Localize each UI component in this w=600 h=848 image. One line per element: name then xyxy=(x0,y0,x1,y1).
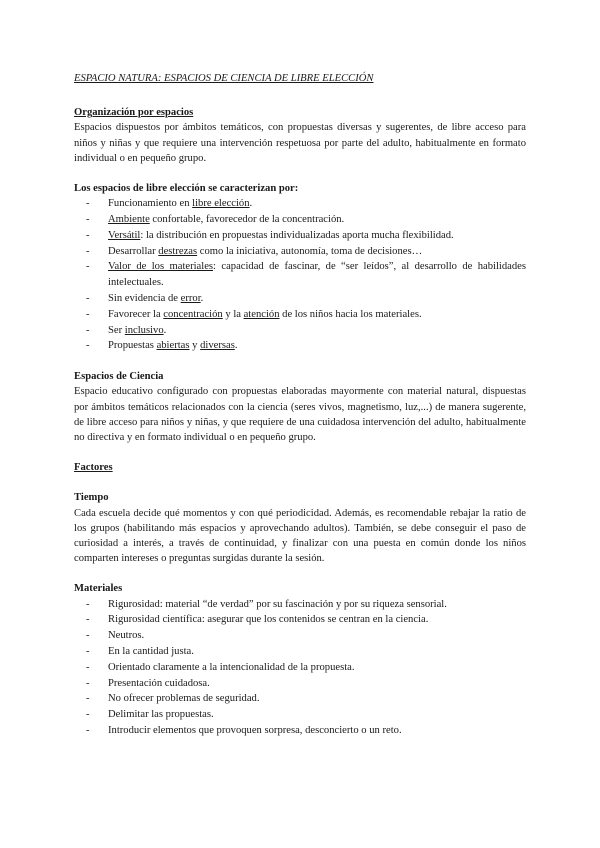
list-item: - Delimitar las propuestas. xyxy=(86,707,526,723)
document-title: ESPACIO NATURA: ESPACIOS DE CIENCIA DE LIBRE ELECCIÓN xyxy=(74,73,374,84)
list-item: - Orientado claramente a la intencionalidad de la propuesta. xyxy=(86,660,526,676)
section-factores xyxy=(74,460,526,475)
heading-libre-eleccion: Los espacios de libre elección se caracterizan por: xyxy=(74,183,299,195)
list-item: - Presentación cuidadosa. xyxy=(86,676,526,692)
section-materiales xyxy=(74,581,526,738)
list-item: - Desarrollar destrezas como la iniciativa, autonomía, toma de decisiones… xyxy=(86,244,526,260)
section-tiempo xyxy=(74,490,526,566)
heading-materiales: Materiales xyxy=(74,583,123,595)
paragraph-tiempo: Cada escuela decide qué momentos y con qué periodicidad. Además, es recomendable rebajar la ratio de los grupos (habilitando más espacios y aprovechando adultos). También, se debe conseguir el paso de curiosidad a interés, a través de continuidad, y finalizar con una puesta en común donde los niños comparten intereses o preguntas surgidas durante la sesión. xyxy=(74,507,526,565)
list-caracteristicas xyxy=(74,196,526,354)
list-item: - Neutros. xyxy=(86,628,526,644)
list-item: - Propuestas abiertas y diversas. xyxy=(86,338,526,354)
section-libre-eleccion xyxy=(74,181,526,354)
list-item: - Versátil: la distribución en propuestas individualizadas aporta mucha flexibilidad. xyxy=(86,228,526,244)
list-item: - Ambiente confortable, favorecedor de la concentración. xyxy=(86,212,526,228)
list-item: - Introducir elementos que provoquen sorpresa, desconcierto o un reto. xyxy=(86,723,526,739)
list-item: - Funcionamiento en libre elección. xyxy=(86,196,526,212)
paragraph-espacios-ciencia: Espacio educativo configurado con propuestas elaboradas mayormente con material natural, dispuestas por ámbitos temáticos relacionados con la ciencia (seres vivos, magnetismo, luz,...) de manera sugerente, de libre acceso para niños y niñas, y que requiere de una cuidadosa intervención del adulto, habitualmente no directiva y en formato individual o en pequeño grupo. xyxy=(74,386,526,443)
list-item: - Valor de los materiales: capacidad de fascinar, de “ser leídos”, al desarrollo de habilidades intelectuales. xyxy=(86,259,526,291)
list-materiales xyxy=(74,597,526,739)
list-item: - Favorecer la concentración y la atención de los niños hacia los materiales. xyxy=(86,307,526,323)
heading-organizacion: Organización por espacios xyxy=(74,107,194,119)
heading-tiempo: Tiempo xyxy=(74,492,109,504)
list-item: - Sin evidencia de error. xyxy=(86,291,526,307)
list-item: - No ofrecer problemas de seguridad. xyxy=(86,691,526,707)
list-item: - Rigurosidad: material “de verdad” por su fascinación y por su riqueza sensorial. xyxy=(86,597,526,613)
heading-espacios-ciencia: Espacios de Ciencia xyxy=(74,371,164,383)
list-item: - Ser inclusivo. xyxy=(86,323,526,339)
section-espacios-ciencia xyxy=(74,369,526,445)
paragraph-organizacion: Espacios dispuestos por ámbitos temáticos, con propuestas diversas y sugerentes, de libre acceso para niños y niñas y que requiere una intervención respetuosa por parte del adulto, habitualmente en formato individual o en pequeño grupo. xyxy=(74,122,526,164)
section-organizacion xyxy=(74,105,526,166)
heading-factores: Factores xyxy=(74,462,113,474)
list-item: - En la cantidad justa. xyxy=(86,644,526,660)
list-item: - Rigurosidad científica: asegurar que los contenidos se centran en la ciencia. xyxy=(86,612,526,628)
